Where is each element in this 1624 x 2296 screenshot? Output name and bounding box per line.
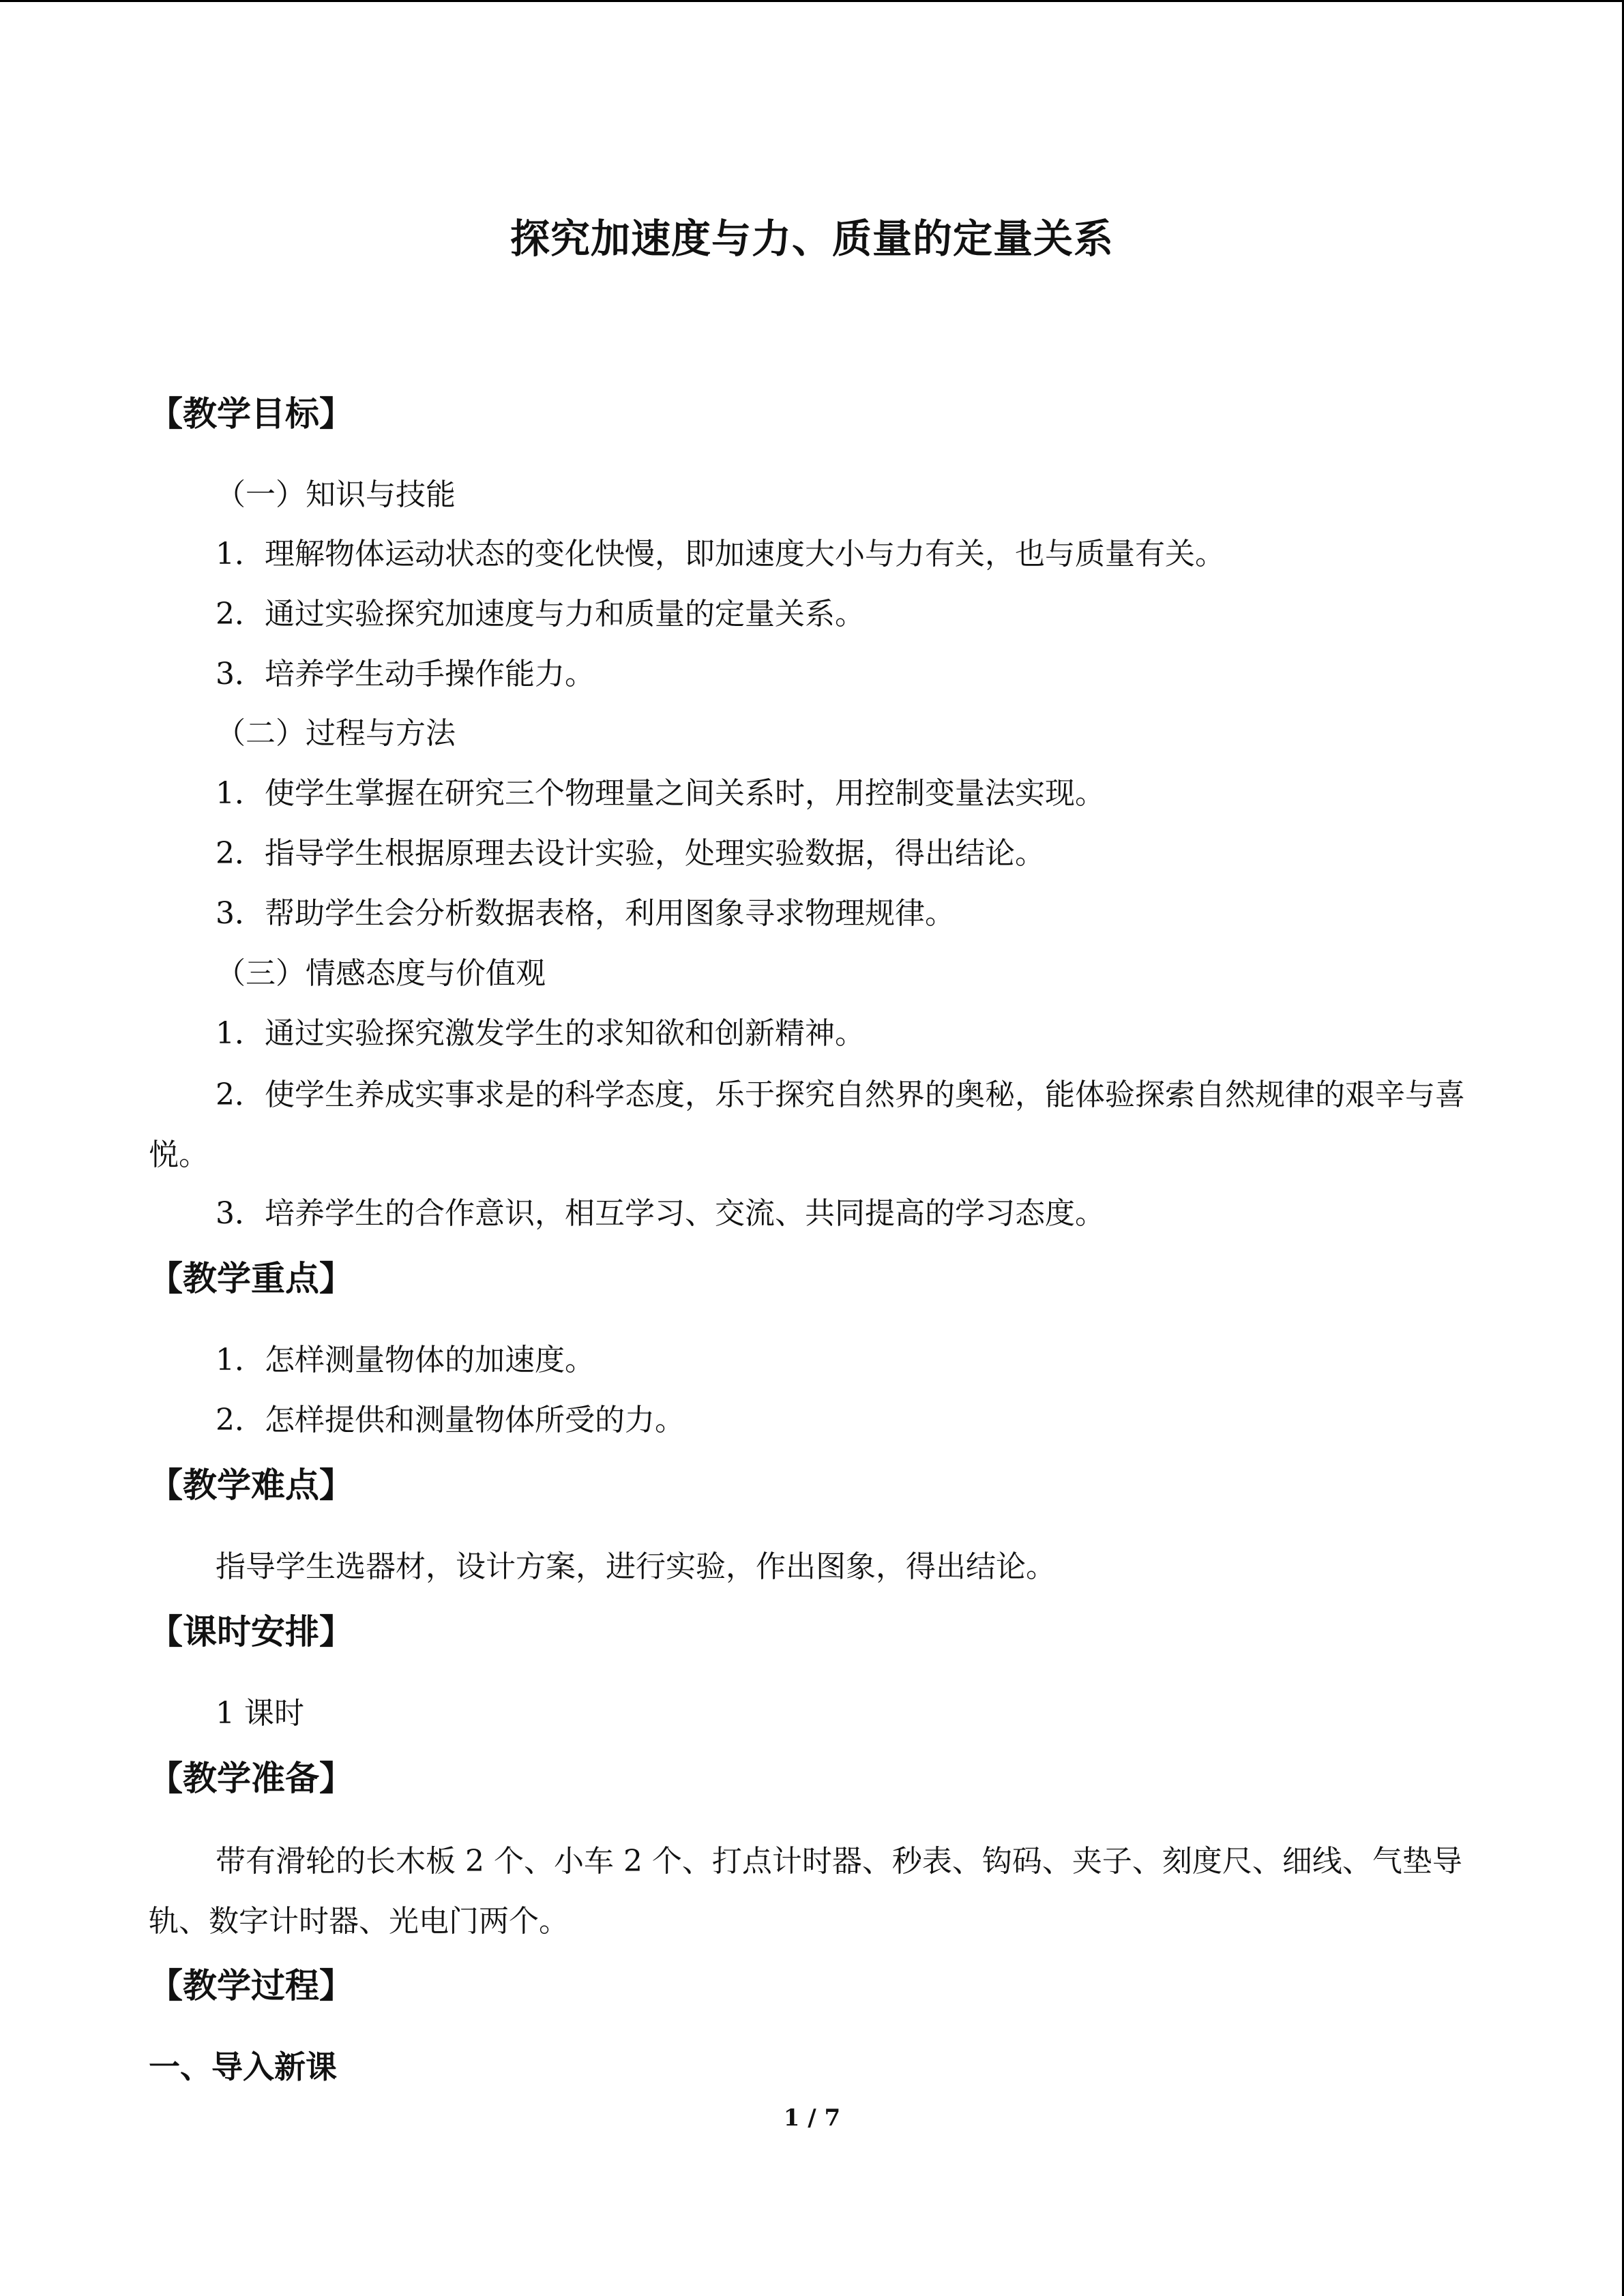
objective-item: 1．理解物体运动状态的变化快慢，即加速度大小与力有关，也与质量有关。	[216, 537, 1225, 571]
objective-item: 3．培养学生的合作意识，相互学习、交流、共同提高的学习态度。	[216, 1196, 1105, 1231]
objective-item: 3．培养学生动手操作能力。	[216, 657, 595, 691]
key-point-item: 1．怎样测量物体的加速度。	[216, 1343, 595, 1377]
objective-item: 3．帮助学生会分析数据表格，利用图象寻求物理规律。	[216, 896, 955, 931]
heading-preparation: 【教学准备】	[149, 1759, 353, 1798]
heading-schedule: 【课时安排】	[149, 1612, 353, 1652]
top-border-line	[0, 0, 1624, 2]
heading-objectives: 【教学目标】	[149, 394, 353, 434]
subheading-emotion: （三）情感态度与价值观	[216, 956, 546, 991]
section-intro: 一、导入新课	[149, 2048, 337, 2085]
heading-key-points: 【教学重点】	[149, 1259, 353, 1298]
preparation-text: 带有滑轮的长木板 2 个、小车 2 个、打点计时器、秒表、钩码、夹子、刻度尺、细线、气垫导轨、数字计时器、光电门两个。	[149, 1844, 1462, 1939]
objective-item: 2．通过实验探究加速度与力和质量的定量关系。	[216, 597, 865, 631]
subheading-process: （二）过程与方法	[216, 716, 456, 751]
subheading-knowledge: （一）知识与技能	[216, 477, 456, 512]
key-point-item: 2．怎样提供和测量物体所受的力。	[216, 1403, 685, 1437]
objective-item: 1．通过实验探究激发学生的求知欲和创新精神。	[216, 1016, 865, 1051]
objective-item: 1．使学生掌握在研究三个物理量之间关系时，用控制变量法实现。	[216, 776, 1105, 811]
difficulties-text: 指导学生选器材，设计方案，进行实验，作出图象，得出结论。	[216, 1549, 1056, 1584]
page-title: 探究加速度与力、质量的定量关系	[510, 215, 1114, 262]
objective-item: 2．指导学生根据原理去设计实验，处理实验数据，得出结论。	[216, 836, 1045, 871]
heading-process: 【教学过程】	[149, 1966, 353, 2006]
heading-difficulties: 【教学难点】	[149, 1465, 353, 1505]
page-number: 1 / 7	[783, 2104, 841, 2132]
objective-paragraph: 2．使学生养成实事求是的科学态度，乐于探究自然界的奥秘，能体验探索自然规律的艰辛与喜悦。	[149, 1077, 1465, 1172]
schedule-text: 1 课时	[216, 1696, 304, 1731]
